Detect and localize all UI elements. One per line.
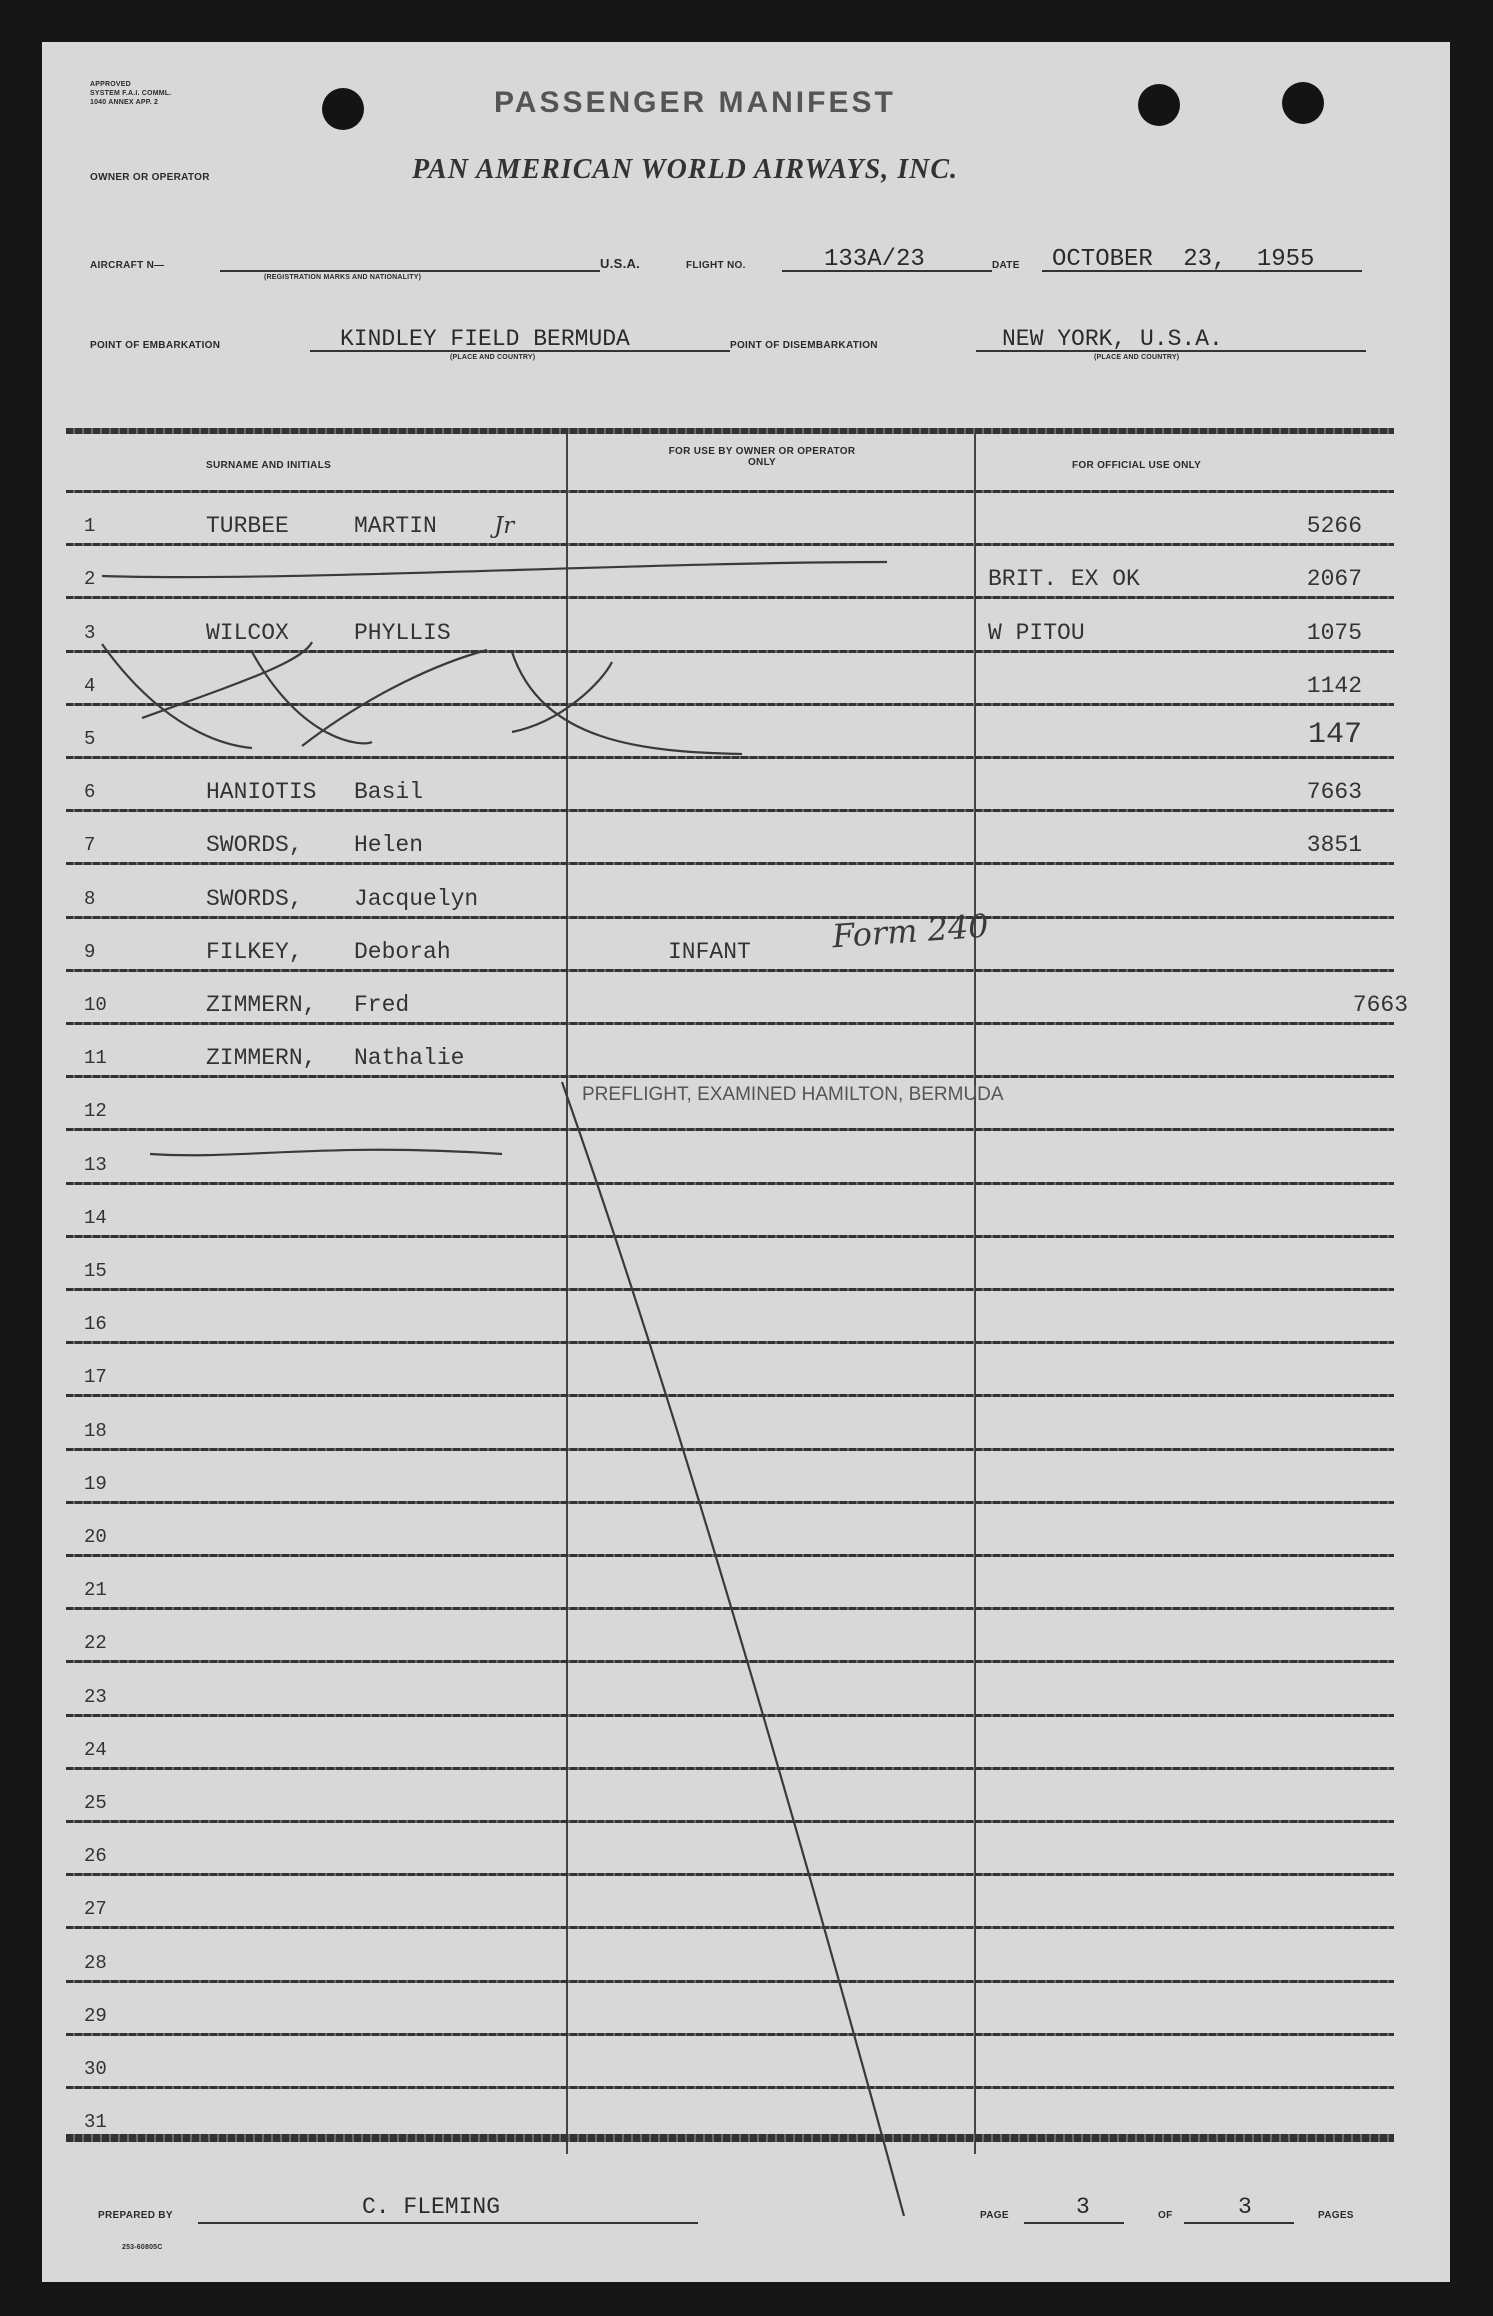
owner-remark: INFANT [668,938,751,965]
aircraft-label: AIRCRAFT N— [90,260,165,271]
passenger-surname: SWORDS, [206,832,303,859]
row-5-x-1 [512,652,742,754]
preflight-stamp: PREFLIGHT, EXAMINED HAMILTON, BERMUDA [582,1084,1004,1105]
row-number: 29 [84,2004,107,2027]
row-number: 12 [84,1100,107,1123]
passenger-surname: FILKEY, [206,938,303,965]
row-number: 1 [84,515,96,538]
embark-point: KINDLEY FIELD BERMUDA [340,326,630,352]
row-number: 6 [84,781,96,804]
passenger-surname: SWORDS, [206,885,303,912]
passenger-given-name: Helen [354,832,424,859]
embark-label: POINT OF EMBARKATION [90,340,221,351]
row-number: 25 [84,1791,107,1814]
passenger-given-name: Nathalie [354,1045,465,1072]
embark-sub: (PLACE AND COUNTRY) [450,354,536,361]
page-label: PAGE [980,2210,1009,2221]
row-number: 27 [84,1898,107,1921]
flight-date: OCTOBER 23, 1955 [1052,246,1315,273]
row-number: 21 [84,1579,107,1602]
row-number: 20 [84,1525,107,1548]
flight-number: 133A/23 [824,246,925,273]
official-code: 7663 [1352,991,1408,1018]
handwritten-form-note: Form 240 [830,906,990,956]
row-number: 7 [84,834,96,857]
diagonal-strike-line [562,1082,904,2216]
official-code: 1142 [1306,672,1362,699]
disembark-label: POINT OF DISEMBARKATION [730,340,878,351]
row-number: 15 [84,1259,107,1282]
row-number: 31 [84,2111,107,2134]
row-number: 11 [84,1047,107,1070]
official-code: 7663 [1306,779,1362,806]
page-number: 3 [1076,2194,1090,2220]
passenger-given-name: Jacquelyn [354,885,479,912]
row-4-x-3 [252,652,372,743]
row-number: 26 [84,1845,107,1868]
row-number: 19 [84,1472,107,1495]
passenger-surname: ZIMMERN, [206,991,317,1018]
row-number: 16 [84,1313,107,1336]
row-number: 4 [84,674,96,697]
prepared-by: C. FLEMING [362,2194,501,2220]
aircraft-sub: (REGISTRATION MARKS AND NATIONALITY) [264,274,422,281]
owner-label: OWNER OR OPERATOR [90,172,210,183]
official-code: 147 [1307,717,1362,752]
form-code: 253-60805C [122,2244,163,2251]
row-number: 10 [84,993,107,1016]
row-number: 8 [84,887,96,910]
manifest-page [42,42,1450,2282]
row-5-x-2 [512,662,612,732]
row-number: 23 [84,1685,107,1708]
col-header-surname: SURNAME AND INITIALS [206,460,332,471]
page-total: 3 [1238,2194,1252,2220]
row-4-x-1 [102,644,252,748]
row-number: 3 [84,621,96,644]
row-number: 22 [84,1632,107,1655]
flight-label: FLIGHT NO. [686,260,746,271]
row-4-x-4 [302,650,487,746]
row-2-strike [102,562,887,577]
passenger-surname: ZIMMERN, [206,1045,317,1072]
official-remark: BRIT. EX OK [988,566,1140,593]
form-title: PASSENGER MANIFEST [494,86,896,119]
row-number: 18 [84,1419,107,1442]
official-remark: W PITOU [988,619,1085,646]
row-12-strike [150,1150,502,1155]
passenger-given-name: Deborah [354,938,451,965]
disembark-sub: (PLACE AND COUNTRY) [1094,354,1180,361]
row-4-x-2 [142,642,312,718]
row-number: 24 [84,1738,107,1761]
row-number: 17 [84,1366,107,1389]
owner-name: PAN AMERICAN WORLD AIRWAYS, INC. [412,154,959,185]
approval-note: APPROVED SYSTEM F.A.I. COMML. 1040 ANNEX APP. 2 [90,81,172,106]
official-code: 2067 [1306,566,1362,593]
passenger-given-name: Basil [354,779,424,806]
row-number: 9 [84,940,96,963]
row-number: 30 [84,2057,107,2080]
passenger-given-name: PHYLLIS [354,619,451,646]
official-code: 5266 [1306,513,1362,540]
passenger-given-name: MARTIN [354,513,437,540]
row-number: 28 [84,1951,107,1974]
passenger-given-name: Fred [354,991,410,1018]
handwriting-marks [42,42,1450,2282]
row-number: 14 [84,1206,107,1229]
official-code: 1075 [1306,619,1362,646]
passenger-surname: WILCOX [206,619,289,646]
country-label: U.S.A. [600,256,641,271]
official-code: 3851 [1306,832,1362,859]
of-label: OF [1158,2210,1173,2221]
row-number: 13 [84,1153,107,1176]
row-number: 2 [84,568,96,591]
col-header-owner: FOR USE BY OWNER OR OPERATOR ONLY [668,446,856,468]
pages-label: PAGES [1318,2210,1354,2221]
prepared-label: PREPARED BY [98,2210,173,2221]
passenger-suffix: Jr [494,513,515,540]
passenger-surname: TURBEE [206,513,289,540]
disembark-point: NEW YORK, U.S.A. [1002,326,1223,352]
passenger-surname: HANIOTIS [206,779,317,806]
date-label: DATE [992,260,1020,271]
col-header-official: FOR OFFICIAL USE ONLY [1072,460,1202,471]
row-number: 5 [84,727,96,750]
